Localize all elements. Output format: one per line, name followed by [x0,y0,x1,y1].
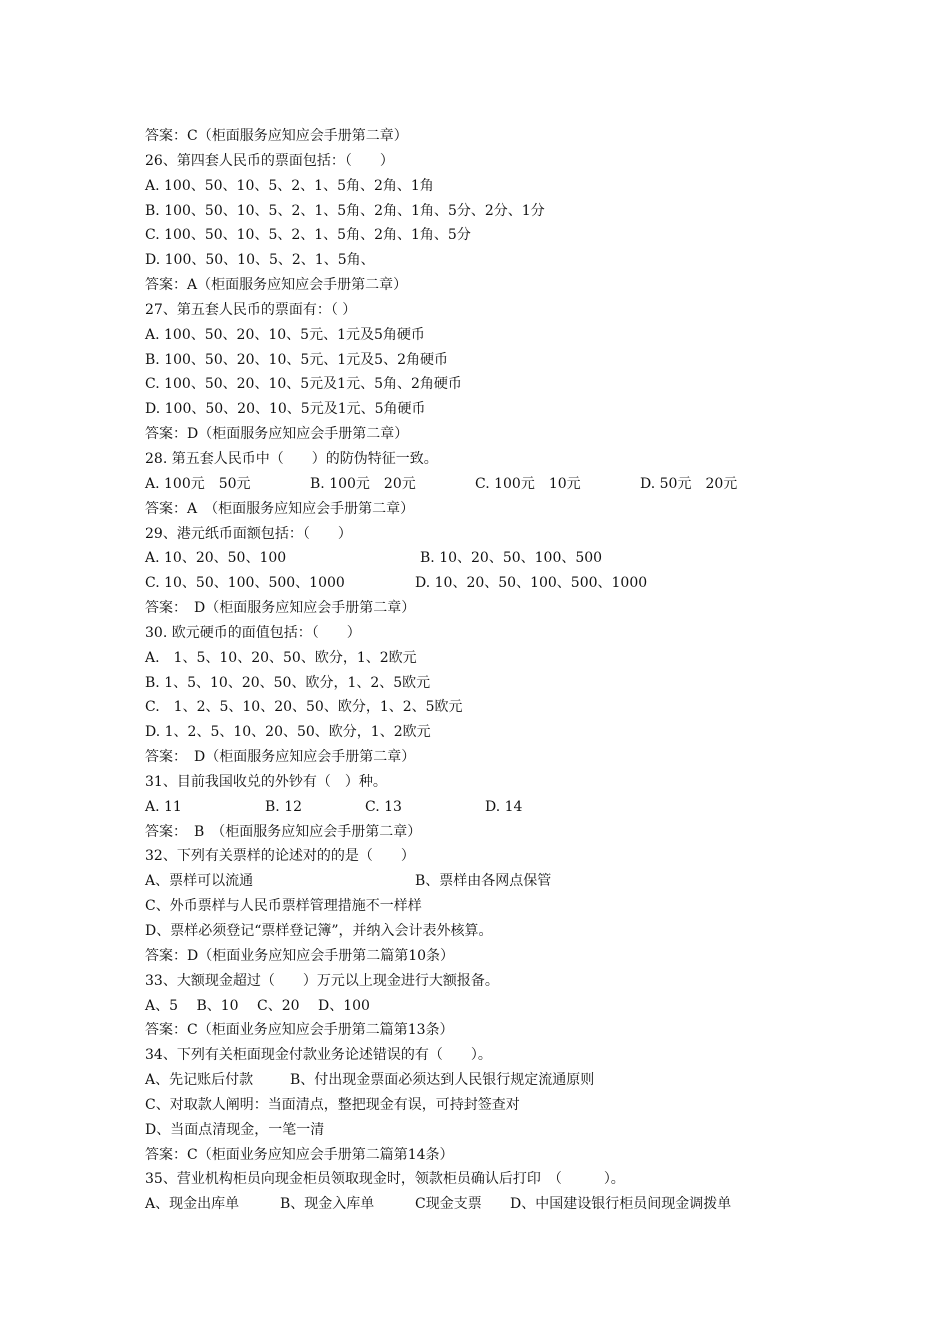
option-line [145,869,845,894]
answer-line [145,1143,845,1168]
answer-line [145,820,845,845]
question-text: 31、目前我国收兑的外钞有（ ）种。 [145,773,387,790]
option-line [145,223,845,248]
option-item: A、票样可以流通 [145,873,254,890]
answer-text: 答案：D（柜面业务应知应会手册第二篇第10条） [145,947,455,964]
option-line [145,1118,845,1143]
option-item: D. 14 [485,798,523,815]
question-line [145,522,845,547]
option-line [145,671,845,696]
option-line [145,174,845,199]
answer-text: 答案：A（柜面服务应知应会手册第二章） [145,277,408,294]
option-text: C. 1、2、5、10、20、50、欧分，1、2、5欧元 [145,699,463,716]
option-text: D. 100、50、20、10、5元及1元、5角硬币 [145,401,426,418]
option-text: B. 100、50、10、5、2、1、5角、2角、1角、5分、2分、1分 [145,202,545,219]
question-line [145,1043,845,1068]
answer-text: 答案： D（柜面服务应知应会手册第二章） [145,600,416,617]
option-item: B、票样由各网点保管 [415,873,552,890]
question-text: 27、第五套人民币的票面有：（ ） [145,301,357,318]
option-line [145,372,845,397]
option-line [145,472,845,497]
question-text: 35、营业机构柜员向现金柜员领取现金时，领款柜员确认后打印 （ ）。 [145,1171,625,1188]
question-line [145,621,845,646]
option-line [145,546,845,571]
option-text: B. 1、5、10、20、50、欧分，1、2、5欧元 [145,674,431,691]
question-list [145,124,845,1217]
answer-text: 答案：A （柜面服务应知应会手册第二章） [145,500,415,517]
answer-line [145,944,845,969]
option-line [145,323,845,348]
option-text: A. 1、5、10、20、50、欧分，1、2欧元 [145,649,417,666]
option-text: C. 100、50、20、10、5元及1元、5角、2角硬币 [145,376,462,393]
option-line [145,199,845,224]
option-line [145,919,845,944]
option-item: C现金支票 [415,1196,482,1213]
option-text: A、5 B、10 C、20 D、100 [145,997,370,1014]
option-line [145,1093,845,1118]
option-item: B. 100元 20元 [310,475,416,492]
answer-text: 答案： D（柜面服务应知应会手册第二章） [145,749,416,766]
option-line [145,795,845,820]
option-item: D. 10、20、50、100、500、1000 [415,575,648,592]
question-text: 34、下列有关柜面现金付款业务论述错误的有（ ）。 [145,1047,492,1064]
answer-line [145,596,845,621]
question-line [145,1167,845,1192]
answer-line [145,1018,845,1043]
option-item: A、先记账后付款 [145,1072,254,1089]
option-item: A、现金出库单 [145,1196,240,1213]
option-text: C、对取款人阐明：当面清点，整把现金有误，可持封签查对 [145,1096,520,1113]
option-text: A. 100、50、10、5、2、1、5角、2角、1角 [145,177,434,194]
question-text: 30. 欧元硬币的面值包括：（ ） [145,624,361,641]
question-text: 26、第四套人民币的票面包括：（ ） [145,152,394,169]
option-text: B. 100、50、20、10、5元、1元及5、2角硬币 [145,351,448,368]
option-line [145,994,845,1019]
answer-text: 答案： B （柜面服务应知应会手册第二章） [145,823,422,840]
option-text: D、票样必须登记“票样登记簿”，并纳入会计表外核算。 [145,923,493,939]
option-text: C、外币票样与人民币票样管理措施不一样样 [145,898,422,915]
option-item: C. 13 [365,798,402,815]
question-line [145,969,845,994]
option-item: C. 100元 10元 [475,475,581,492]
question-line [145,770,845,795]
option-item: A. 11 [145,798,182,815]
option-item: A. 100元 50元 [145,475,251,492]
option-item: C. 10、50、100、500、1000 [145,575,345,592]
option-item: B、现金入库单 [280,1196,375,1213]
option-line [145,248,845,273]
option-line [145,397,845,422]
question-line [145,447,845,472]
answer-text: 答案：D（柜面服务应知应会手册第二章） [145,426,409,443]
option-line [145,1192,845,1217]
answer-line [145,745,845,770]
option-text: A. 100、50、20、10、5元、1元及5角硬币 [145,326,425,343]
option-item: D. 50元 20元 [640,475,738,492]
option-line [145,646,845,671]
answer-text: 答案：C（柜面服务应知应会手册第二章） [145,128,408,144]
answer-text: 答案：C（柜面业务应知应会手册第二篇第13条） [145,1022,454,1039]
option-item: B. 10、20、50、100、500 [420,550,603,567]
option-line [145,695,845,720]
option-item: A. 10、20、50、100 [145,550,287,567]
option-line [145,1068,845,1093]
option-line [145,348,845,373]
option-item: B. 12 [265,798,303,815]
answer-line [145,497,845,522]
option-line [145,571,845,596]
question-text: 28. 第五套人民币中（ ）的防伪特征一致。 [145,450,438,467]
option-text: D、当面点清现金，一笔一清 [145,1121,325,1138]
answer-line [145,124,845,149]
answer-line [145,422,845,447]
option-text: C. 100、50、10、5、2、1、5角、2角、1角、5分 [145,227,471,244]
question-line [145,149,845,174]
question-text: 29、港元纸币面额包括：（ ） [145,525,352,542]
answer-text: 答案：C（柜面业务应知应会手册第二篇第14条） [145,1146,454,1163]
question-text: 33、大额现金超过（ ）万元以上现金进行大额报备。 [145,972,499,989]
option-line [145,720,845,745]
question-text: 32、下列有关票样的论述对的的是（ ） [145,848,415,865]
option-item: D、中国建设银行柜员间现金调拨单 [510,1196,732,1213]
option-line [145,894,845,919]
option-text: D. 1、2、5、10、20、50、欧分，1、2欧元 [145,724,431,741]
question-line [145,844,845,869]
option-text: D. 100、50、10、5、2、1、5角、 [145,252,375,269]
question-line [145,298,845,323]
answer-line [145,273,845,298]
option-item: B、付出现金票面必须达到人民银行规定流通原则 [290,1072,595,1089]
